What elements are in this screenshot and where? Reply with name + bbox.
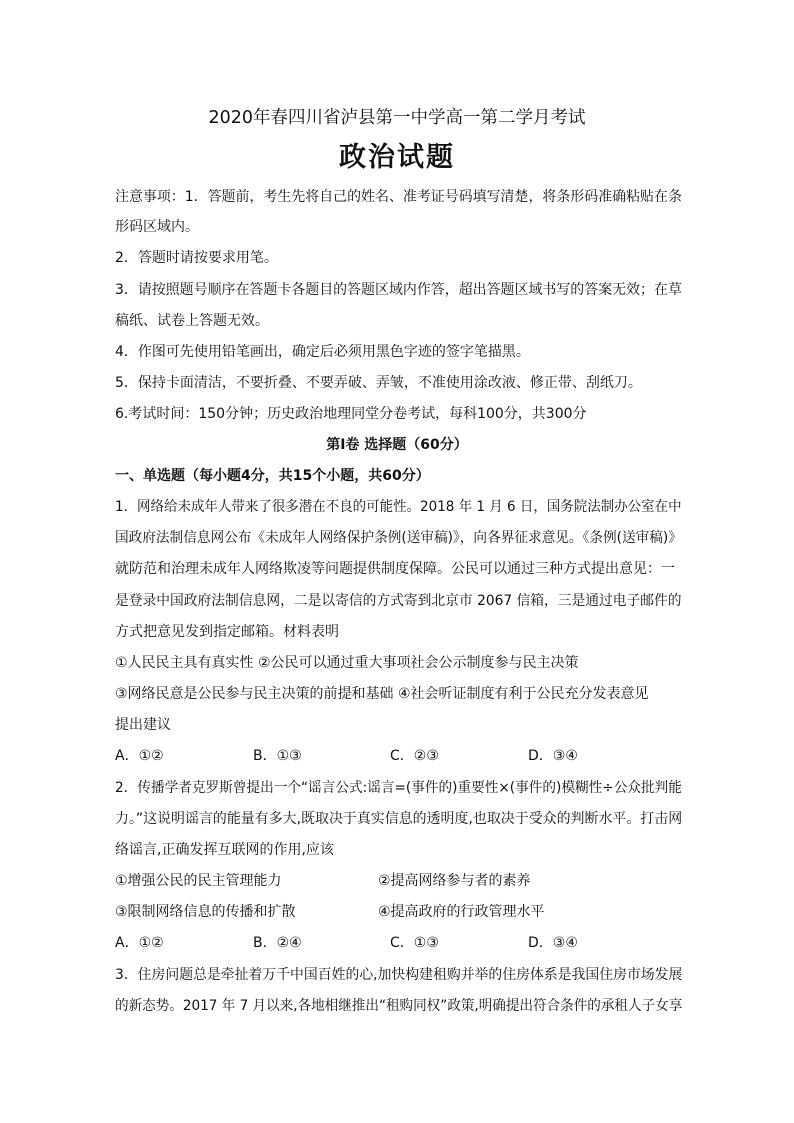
- question-1-text: 是登录中国政府法制信息网，二是以寄信的方式寄到北京市 2067 信箱，三是通过电子邮件的: [115, 593, 682, 609]
- question-1-text: 1．网络给未成年人带来了很多潜在不良的可能性。2018 年 1 月 6 日，国务院法制办公室在中: [115, 499, 682, 515]
- notes-line: 3．请按照题号顺序在答题卡各题目的答题区域内作答，超出答题区域书写的答案无效；在草: [115, 282, 682, 298]
- question-2-option-c: C．①③: [390, 935, 439, 951]
- question-1-text: 就防范和治理未成年人网络欺凌等问题提供制度保障。公民可以通过三种方式提出意见：一: [115, 561, 675, 577]
- question-1-statement: 提出建议: [115, 717, 171, 733]
- notes-line: 稿纸、试卷上答题无效。: [115, 313, 269, 329]
- notes-line: 形码区域内。: [115, 219, 199, 235]
- notes-line: 4．作图可先使用铅笔画出，确定后必须用黑色字迹的签字笔描黑。: [115, 344, 530, 360]
- question-3-text: 3．住房问题总是牵扯着万千中国百姓的心,加快构建租购并举的住房体系是我国住房市场发展: [115, 967, 683, 983]
- question-1-option-c: C．②③: [390, 748, 439, 764]
- question-2-statement: ②提高网络参与者的素养: [378, 873, 531, 889]
- notes-line: 6.考试时间：150分钟；历史政治地理同堂分卷考试，每科100分，共300分: [115, 406, 587, 422]
- exam-subject-title: 政治试题: [339, 142, 455, 173]
- question-2-statement: ①增强公民的民主管理能力: [115, 873, 282, 889]
- question-1-text: 国政府法制信息网公布《未成年人网络保护条例(送审稿)》，向各界征求意见。《条例(送审稿)》: [115, 530, 682, 546]
- notes-line: 5．保持卡面清洁，不要折叠、不要弄破、弄皱，不准使用涂改液、修正带、刮纸刀。: [115, 375, 642, 391]
- question-2-statement: ③限制网络信息的传播和扩散: [115, 904, 296, 920]
- question-2-option-d: D．③④: [528, 935, 578, 951]
- question-2-option-b: B．②④: [253, 935, 302, 951]
- question-1-statement: ①人民民主具有真实性 ②公民可以通过重大事项社会公示制度参与民主决策: [115, 655, 579, 671]
- question-1-text: 方式把意见发到指定邮箱。材料表明: [115, 624, 339, 640]
- question-2-option-a: A．①②: [115, 935, 164, 951]
- notes-line: 注意事项：1．答题前，考生先将自己的姓名、准考证号码填写清楚，将条形码准确粘贴在条: [115, 189, 682, 205]
- question-1-option-b: B．①③: [253, 748, 302, 764]
- question-2-text: 力。”这说明谣言的能量有多大,既取决于真实信息的透明度,也取决于受众的判断水平。打击网: [115, 811, 683, 827]
- section-heading: 第Ⅰ卷 选择题（60分）: [326, 437, 468, 453]
- question-3-text: 的新态势。2017 年 7 月以来,各地相继推出“租购同权”政策,明确提出符合条件的承租人子女享: [115, 998, 683, 1014]
- part-heading: 一、单选题（每小题4分，共15个小题，共60分）: [115, 468, 430, 484]
- notes-line: 2．答题时请按要求用笔。: [115, 250, 278, 266]
- question-1-option-d: D．③④: [528, 748, 578, 764]
- question-2-statement: ④提高政府的行政管理水平: [378, 904, 545, 920]
- question-1-statement: ③网络民意是公民参与民主决策的前提和基础 ④社会听证制度有利于公民充分发表意见: [115, 686, 649, 702]
- question-2-text: 2．传播学者克罗斯曾提出一个“谣言公式:谣言=(事件的)重要性×(事件的)模糊性÷公众批判能: [115, 780, 682, 796]
- question-1-option-a: A．①②: [115, 748, 164, 764]
- exam-title: 2020年春四川省泸县第一中学高一第二学月考试: [208, 108, 586, 128]
- question-2-text: 络谣言,正确发挥互联网的作用,应该: [115, 842, 334, 858]
